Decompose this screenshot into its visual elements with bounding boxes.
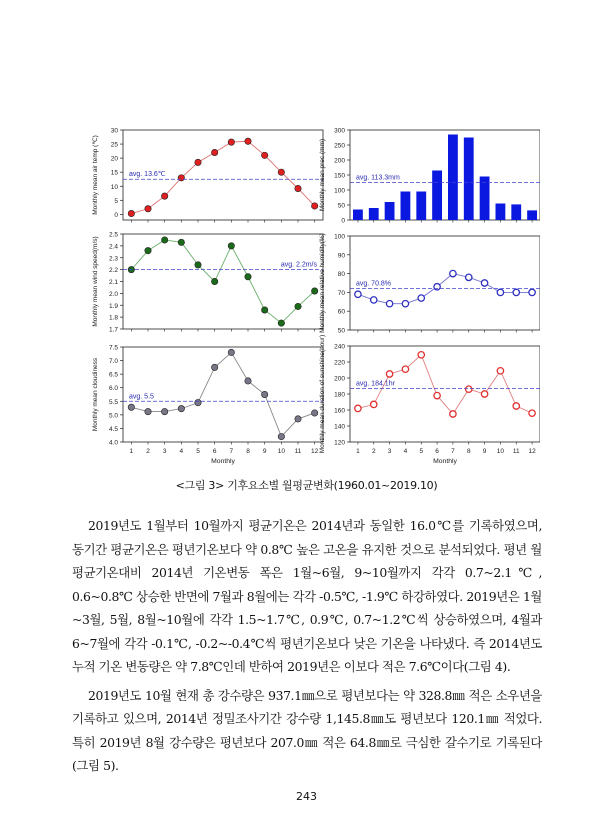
y-tick-label: 220 bbox=[334, 359, 345, 367]
climate-charts-svg bbox=[90, 122, 540, 472]
point-month-7 bbox=[450, 270, 456, 276]
point-month-2 bbox=[371, 401, 377, 407]
point-month-11 bbox=[295, 185, 301, 191]
x-tick-label: 9 bbox=[482, 448, 487, 455]
series-line bbox=[131, 240, 314, 323]
y-axis-label: Monthly mean relative humidity(%) bbox=[319, 233, 326, 333]
point-month-12 bbox=[529, 410, 535, 416]
y-tick-label: 180 bbox=[334, 391, 345, 399]
point-month-6 bbox=[211, 149, 217, 155]
y-tick-label: 80 bbox=[337, 271, 345, 279]
y-tick-label: 15 bbox=[110, 169, 118, 177]
y-tick-label: 5 bbox=[114, 197, 118, 205]
point-month-4 bbox=[402, 366, 408, 372]
point-month-9 bbox=[481, 280, 487, 286]
y-axis-label: Monthly mean prec.(mm) bbox=[319, 138, 326, 212]
y-tick-label: 2.3 bbox=[108, 255, 118, 263]
y-tick-label: 300 bbox=[334, 127, 345, 135]
x-tick-label: 4 bbox=[179, 448, 184, 455]
point-month-3 bbox=[161, 237, 167, 243]
y-tick-label: 20 bbox=[110, 155, 118, 163]
bar-month-1 bbox=[353, 210, 363, 221]
y-tick-label: 2.0 bbox=[108, 290, 118, 298]
x-tick-label: 1 bbox=[356, 448, 360, 455]
y-tick-label: 0 bbox=[114, 211, 118, 219]
average-label: avg. 184.1hr bbox=[356, 380, 395, 388]
y-tick-label: 30 bbox=[110, 127, 118, 135]
average-label: avg. 13.6℃ bbox=[129, 171, 166, 179]
point-month-4 bbox=[178, 175, 184, 181]
y-tick-label: 7.5 bbox=[108, 344, 118, 352]
point-month-6 bbox=[211, 278, 217, 284]
point-month-1 bbox=[355, 291, 361, 297]
bar-month-6 bbox=[432, 171, 442, 221]
point-month-10 bbox=[497, 368, 503, 374]
y-tick-label: 0 bbox=[341, 217, 345, 225]
point-month-10 bbox=[497, 289, 503, 295]
point-month-8 bbox=[245, 274, 251, 280]
point-month-11 bbox=[513, 289, 519, 295]
bar-month-12 bbox=[527, 210, 537, 220]
y-tick-label: 6.0 bbox=[108, 385, 118, 393]
x-tick-label: 8 bbox=[246, 448, 250, 455]
point-month-5 bbox=[195, 262, 201, 268]
bar-month-5 bbox=[416, 192, 426, 221]
point-month-12 bbox=[311, 410, 317, 416]
average-label: avg. 2.2m/s bbox=[280, 261, 317, 269]
y-tick-label: 1.8 bbox=[108, 314, 118, 322]
bar-month-11 bbox=[511, 204, 521, 220]
x-tick-label: 5 bbox=[196, 448, 200, 455]
y-tick-label: 2.4 bbox=[108, 243, 118, 251]
bar-month-3 bbox=[385, 202, 395, 220]
y-tick-label: 100 bbox=[334, 187, 345, 195]
point-month-8 bbox=[466, 386, 472, 392]
bar-month-9 bbox=[480, 177, 490, 221]
y-tick-label: 200 bbox=[334, 157, 345, 165]
x-tick-label: 11 bbox=[512, 448, 520, 455]
y-tick-label: 50 bbox=[337, 327, 345, 335]
body-text bbox=[72, 514, 542, 783]
x-axis-label: Monthly bbox=[211, 458, 235, 465]
point-month-8 bbox=[245, 378, 251, 384]
x-tick-label: 3 bbox=[387, 448, 392, 455]
point-month-5 bbox=[418, 295, 424, 301]
point-month-6 bbox=[211, 364, 217, 370]
y-tick-label: 2.5 bbox=[108, 231, 118, 239]
y-tick-label: 2.2 bbox=[108, 267, 118, 275]
point-month-7 bbox=[228, 349, 234, 355]
chart-panel-4 bbox=[319, 233, 540, 334]
figure-caption: <그림 3> 기후요소별 월평균변화(1960.01~2019.10) bbox=[175, 479, 438, 492]
point-month-10 bbox=[278, 320, 284, 326]
x-tick-label: 4 bbox=[403, 448, 408, 455]
point-month-3 bbox=[386, 300, 392, 306]
page-number: 243 bbox=[296, 790, 317, 803]
point-month-7 bbox=[228, 139, 234, 145]
point-month-5 bbox=[195, 159, 201, 165]
chart-panel-2 bbox=[319, 128, 540, 225]
x-axis-label: Monthly bbox=[433, 458, 457, 465]
x-tick-label: 10 bbox=[277, 448, 285, 455]
y-tick-label: 140 bbox=[334, 423, 345, 431]
bar-month-10 bbox=[496, 204, 506, 221]
y-tick-label: 100 bbox=[334, 233, 345, 241]
point-month-1 bbox=[128, 210, 134, 216]
bar-month-2 bbox=[369, 208, 379, 220]
y-tick-label: 5.0 bbox=[108, 412, 118, 420]
y-tick-label: 160 bbox=[334, 407, 345, 415]
chart-panel-6 bbox=[319, 335, 540, 465]
point-month-8 bbox=[245, 138, 251, 144]
y-axis-label: Monthly mean cloudiness bbox=[92, 357, 99, 432]
chart-panel-3 bbox=[92, 232, 323, 334]
point-month-2 bbox=[371, 297, 377, 303]
y-tick-label: 1.7 bbox=[108, 326, 118, 334]
x-tick-label: 7 bbox=[229, 448, 234, 455]
point-month-4 bbox=[178, 239, 184, 245]
point-month-12 bbox=[311, 203, 317, 209]
plot-frame bbox=[350, 346, 540, 442]
point-month-10 bbox=[278, 169, 284, 175]
x-tick-label: 11 bbox=[294, 448, 302, 455]
y-tick-label: 4.0 bbox=[108, 439, 118, 447]
bar-month-4 bbox=[401, 192, 411, 221]
chart-panel-5 bbox=[92, 345, 323, 466]
y-tick-label: 90 bbox=[337, 252, 345, 260]
point-month-11 bbox=[295, 303, 301, 309]
y-axis-label: Monthly mean wind speed(m/s) bbox=[92, 236, 99, 327]
x-tick-label: 7 bbox=[451, 448, 455, 455]
series-line bbox=[358, 274, 532, 304]
y-tick-label: 7.0 bbox=[108, 358, 118, 366]
y-axis-label: Monthly mean air temp (℃) bbox=[92, 135, 99, 215]
y-tick-label: 1.9 bbox=[108, 302, 118, 310]
y-tick-label: 6.5 bbox=[108, 371, 118, 379]
y-tick-label: 10 bbox=[110, 183, 118, 191]
x-tick-label: 2 bbox=[371, 448, 376, 455]
y-tick-label: 60 bbox=[337, 308, 345, 316]
climate-figure bbox=[90, 122, 540, 472]
x-tick-label: 5 bbox=[419, 448, 424, 455]
point-month-10 bbox=[278, 433, 284, 439]
y-tick-label: 250 bbox=[334, 142, 345, 150]
x-tick-label: 6 bbox=[435, 448, 439, 455]
point-month-9 bbox=[261, 391, 267, 397]
point-month-3 bbox=[161, 193, 167, 199]
point-month-5 bbox=[195, 399, 201, 405]
point-month-11 bbox=[295, 416, 301, 422]
x-tick-label: 12 bbox=[311, 448, 319, 455]
point-month-3 bbox=[386, 371, 392, 377]
point-month-4 bbox=[402, 300, 408, 306]
chart-panel-1 bbox=[92, 128, 323, 223]
series-line bbox=[131, 352, 314, 436]
plot-frame bbox=[123, 234, 323, 329]
point-month-3 bbox=[161, 408, 167, 414]
point-month-9 bbox=[261, 152, 267, 158]
x-tick-label: 12 bbox=[528, 448, 536, 455]
x-tick-label: 2 bbox=[146, 448, 150, 455]
y-tick-label: 5.5 bbox=[108, 398, 118, 406]
point-month-2 bbox=[145, 408, 151, 414]
x-tick-label: 10 bbox=[496, 448, 505, 455]
x-tick-label: 9 bbox=[262, 448, 267, 455]
point-month-7 bbox=[228, 243, 234, 249]
x-tick-label: 8 bbox=[466, 448, 471, 455]
point-month-9 bbox=[481, 391, 487, 397]
point-month-2 bbox=[145, 247, 151, 253]
point-month-5 bbox=[418, 352, 424, 358]
y-tick-label: 150 bbox=[334, 172, 345, 180]
y-axis-label: Monthly mean duration of sunshine(hour) bbox=[319, 334, 326, 454]
point-month-2 bbox=[145, 206, 151, 212]
y-tick-label: 25 bbox=[110, 141, 118, 149]
point-month-11 bbox=[513, 403, 519, 409]
average-label: avg. 70.8% bbox=[356, 280, 392, 288]
point-month-7 bbox=[450, 411, 456, 417]
y-tick-label: 2.1 bbox=[108, 279, 118, 286]
point-month-6 bbox=[434, 392, 440, 398]
point-month-8 bbox=[466, 274, 472, 280]
point-month-1 bbox=[355, 405, 361, 411]
point-month-12 bbox=[529, 289, 535, 295]
bar-month-7 bbox=[448, 135, 458, 221]
y-tick-label: 70 bbox=[337, 289, 345, 297]
average-label: avg. 113.3mm bbox=[356, 174, 400, 182]
point-month-4 bbox=[178, 405, 184, 411]
y-tick-label: 200 bbox=[334, 375, 345, 383]
y-tick-label: 4.5 bbox=[108, 425, 118, 433]
paragraph-2: 2019년도 10월 현재 총 강수량은 937.1㎜으로 평년보다는 약 328.8㎜ 적은 소우년을 기록하고 있으며, 2014년 정밀조사기간 강수량 1,145.8㎜도 평년보다 120.1㎜ 적었다. 특히 2019년 8월 강수량은 평년보다 207.0㎜ 적은 64.8㎜로 극심한 갈수기로 기록된다(그림 5). bbox=[72, 687, 542, 773]
point-month-1 bbox=[128, 404, 134, 410]
bar-month-8 bbox=[464, 138, 474, 221]
x-tick-label: 3 bbox=[162, 448, 167, 455]
average-label: avg. 5.5 bbox=[129, 393, 154, 401]
paragraph-1: 2019년도 1월부터 10월까지 평균기온은 2014년과 동일한 16.0℃를 기록하였으며, 동기간 평균기온은 평년기온보다 약 0.8℃ 높은 고온을 유지한 것으로 분석되었다. 평년 월평균기온대비 2014년 기온변동 폭은 1월~6월, 9~10월까지 각각 0.7~2.1℃, 0.6~0.8℃ 상승한 반면에 7월과 8월에는 각각 -0.5℃, -1.9℃ 하강하였다. 2019년은 1월~3월, 5월, 8월~10월에 각각 1.5~1.7℃, 0.9℃, 0.7~1.2℃씩 상승하였으며, 4월과 6~7월에 각각 -0.1℃, -0.2~-0.4℃씩 평년기온보다 낮은 기온을 나타냈다. 즉 2014년도 누적 기온 변동량은 약 7.8℃인데 반하여 2019년은 이보다 적은 7.6℃이다(그림 4). bbox=[72, 518, 542, 674]
point-month-12 bbox=[311, 288, 317, 294]
x-tick-label: 6 bbox=[212, 448, 217, 455]
point-month-9 bbox=[261, 307, 267, 313]
y-tick-label: 240 bbox=[334, 343, 345, 351]
y-tick-label: 50 bbox=[337, 202, 345, 210]
x-tick-label: 1 bbox=[129, 448, 134, 455]
y-tick-label: 120 bbox=[334, 439, 345, 447]
